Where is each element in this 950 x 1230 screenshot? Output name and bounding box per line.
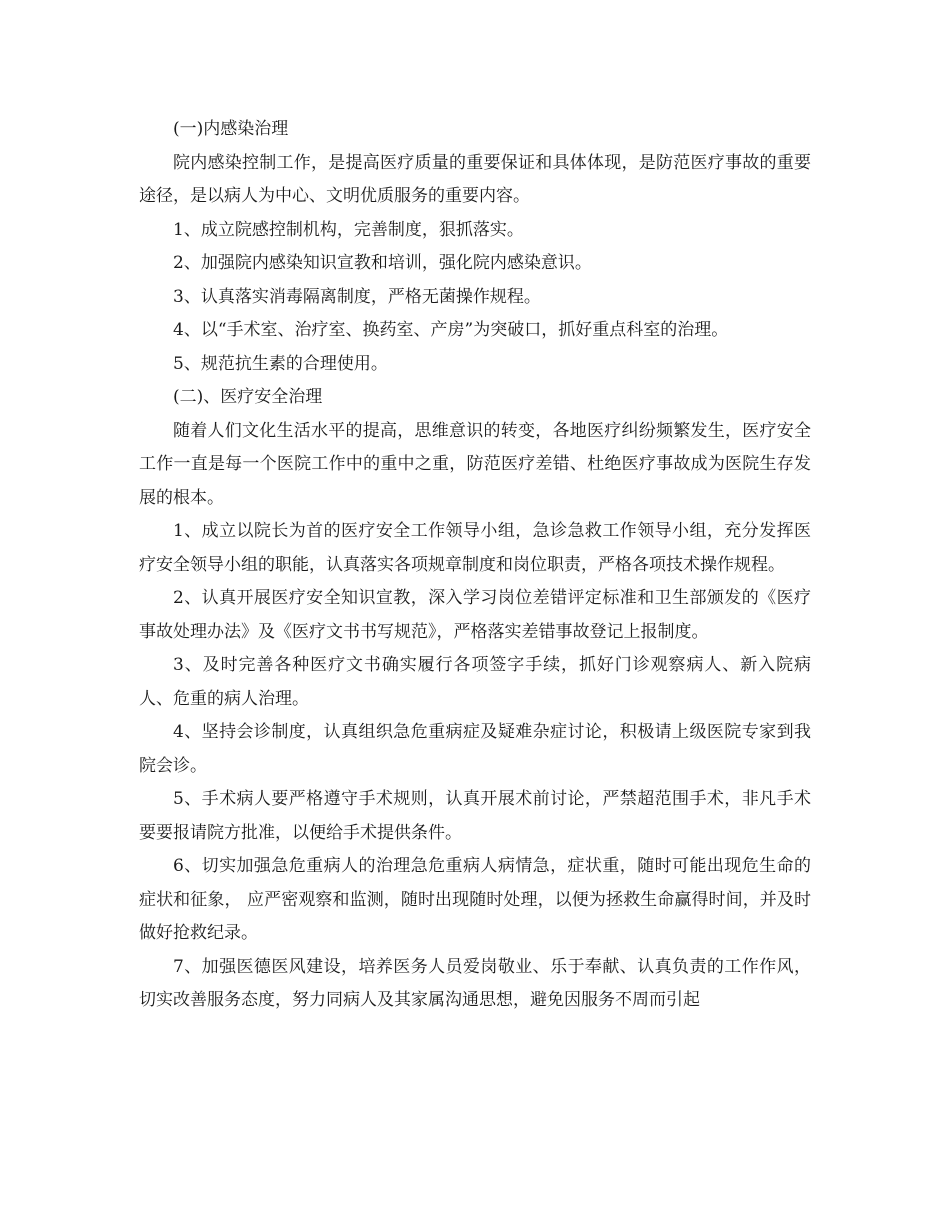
section-heading-safety: (二)、医疗安全治理: [173, 387, 323, 407]
list-item-safety-1: 1、成立以院长为首的医疗安全工作领导小组，急诊急救工作领导小组，充分发挥医疗安全领导小组的职能，认真落实各项规章制度和岗位职责，严格各项技术操作规程。: [139, 521, 811, 575]
list-item-safety-6: 6、切实加强急危重病人的治理急危重病人病情急，症状重，随时可能出现危生命的症状和征象， 应严密观察和监测，随时出现随时处理，以便为拯救生命赢得时间，并及时做好抢救纪录。: [139, 856, 811, 943]
list-item-infection-5: 5、规范抗生素的合理使用。: [173, 353, 388, 374]
list-item-infection-1: 1、成立院感控制机构，完善制度，狠抓落实。: [173, 219, 524, 240]
document-body: [139, 113, 811, 1018]
list-item-safety-3: 3、及时完善各种医疗文书确实履行各项签字手续，抓好门诊观察病人、新入院病人、危重的病人治理。: [139, 655, 811, 709]
list-item-infection-3: 3、认真落实消毒隔离制度，严格无菌操作规程。: [173, 286, 541, 307]
list-item-safety-4: 4、坚持会诊制度，认真组织急危重病症及疑难杂症讨论，积极请上级医院专家到我院会诊。: [139, 722, 811, 776]
paragraph-infection-intro: 院内感染控制工作，是提高医疗质量的重要保证和具体体现，是防范医疗事故的重要途径，是以病人为中心、文明优质服务的重要内容。: [139, 152, 811, 206]
list-item-safety-7: 7、加强医德医风建设，培养医务人员爱岗敬业、乐于奉献、认真负责的工作作风，切实改善服务态度，努力同病人及其家属沟通思想，避免因服务不周而引起: [139, 956, 811, 1010]
section-heading-infection: (一)内感染治理: [173, 119, 289, 139]
paragraph-safety-intro: 随着人们文化生活水平的提高，思维意识的转变，各地医疗纠纷频繁发生，医疗安全工作一直是每一个医院工作中的重中之重，防范医疗差错、杜绝医疗事故成为医院生存发展的根本。: [139, 420, 811, 508]
list-item-infection-4: 4、以“手术室、治疗室、换药室、产房”为突破口，抓好重点科室的治理。: [173, 320, 729, 340]
list-item-safety-2: 2、认真开展医疗安全知识宣教，深入学习岗位差错评定标准和卫生部颁发的《医疗事故处理办法》及《医疗文书书写规范》，严格落实差错事故登记上报制度。: [139, 588, 811, 642]
list-item-infection-2: 2、加强院内感染知识宣教和培训，强化院内感染意识。: [173, 253, 592, 273]
list-item-safety-5: 5、手术病人要严格遵守手术规则，认真开展术前讨论，严禁超范围手术，非凡手术要要报请院方批准，以便给手术提供条件。: [139, 789, 811, 843]
